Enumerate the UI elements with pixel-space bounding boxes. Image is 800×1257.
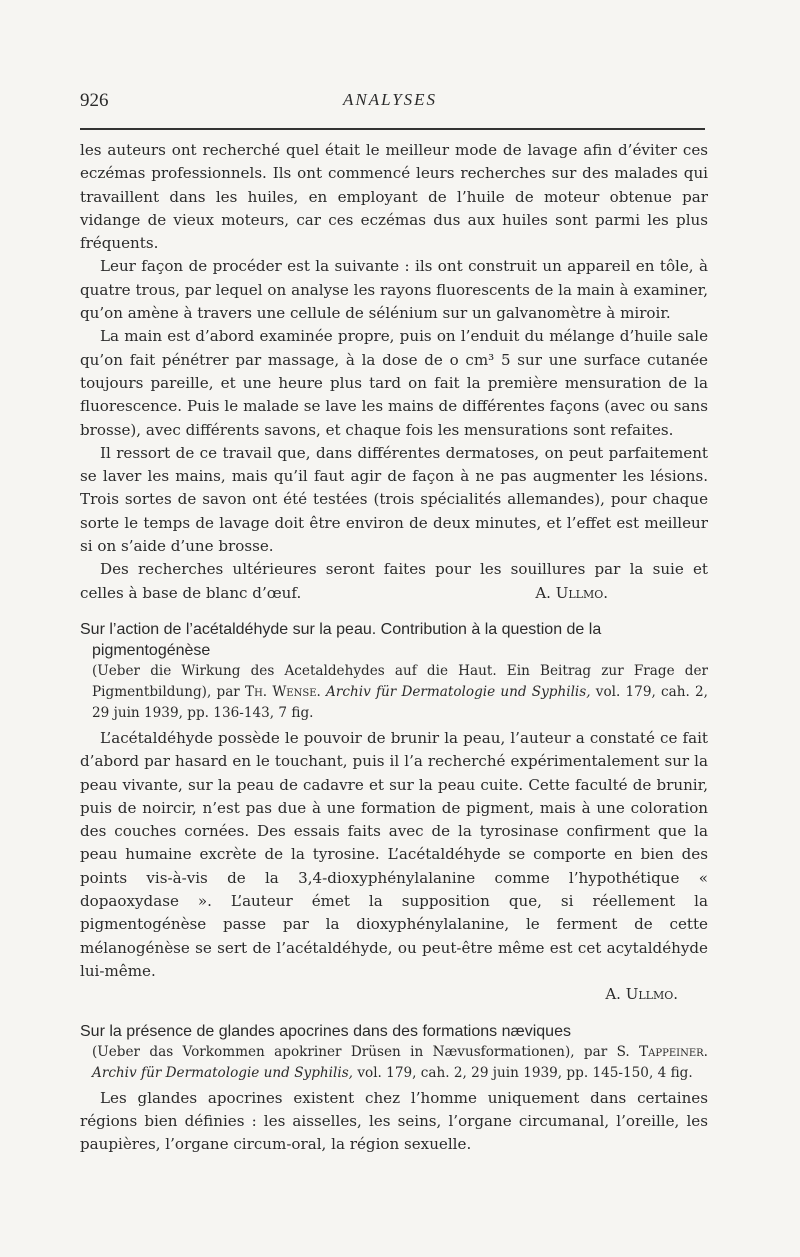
article-2-title: Sur la présence de glandes apocrines dans des formations næviques	[80, 1022, 571, 1040]
article-apocrine-glands	[80, 1021, 708, 1157]
intro-paragraph-2: Leur façon de procéder est la suivante : ils ont construit un appareil en tôle, à quatre trous, par lequel on analyse les rayons fluorescents de la main à examiner, qu’on amène à travers une cellule de sélénium sur un galvanomètre à miroir.	[80, 257, 708, 323]
article-2-journal: Archiv für Dermatologie und Syphilis,	[92, 1064, 353, 1081]
article-1-title: Sur l’action de l’acétaldéhyde sur la peau. Contribution à la question de la pigmentogénèse	[80, 620, 602, 659]
intro-signature: A. Ullmo.	[535, 583, 608, 602]
article-1-signature: A. Ullmo.	[605, 985, 678, 1004]
article-1-journal: Archiv für Dermatologie und Syphilis,	[326, 683, 591, 700]
intro-section	[80, 139, 708, 605]
running-title: ANALYSES	[342, 90, 438, 109]
article-2-author: S. Tappeiner.	[616, 1043, 708, 1060]
article-1-reference	[80, 661, 708, 724]
article-acetaldehyde	[80, 619, 708, 1007]
intro-paragraph-4: Il ressort de ce travail que, dans différentes dermatoses, on peut parfaitement se laver les mains, mais qu’il faut agir de façon à ne pas augmenter les lésions. Trois sortes de savon ont été testées (trois spécialités allemandes), pour chaque sorte le temps de lavage doit être environ de deux minutes, et l’effet est meilleur si on s’aide d’une brosse.	[80, 443, 708, 556]
article-1-german-title: (Ueber die Wirkung des Acetaldehydes auf die Haut. Ein Beitrag zur Frage der Pigmentbildung), par	[92, 662, 708, 700]
page-content	[80, 139, 708, 1156]
article-2-german-title: (Ueber das Vorkommen apokriner Drüsen in Nævusformationen), par	[92, 1043, 608, 1060]
header-rule	[80, 128, 705, 130]
article-2-reference	[80, 1042, 708, 1084]
article-1-details: vol. 179, cah. 2, 29 juin 1939, pp. 136-143, 7 fig.	[92, 683, 708, 721]
intro-paragraph-3: La main est d’abord examinée propre, puis on l’enduit du mélange d’huile sale qu’on fait pénétrer par massage, à la dose de o cm³ 5 sur une surface cutanée toujours pareille, et une heure plus tard on fait la première mensuration de la fluorescence. Puis le malade se lave les mains de différentes façons (avec ou sans brosse), avec différents savons, et chaque fois les mensurations sont refaites.	[80, 327, 708, 439]
page-number: 926	[80, 90, 109, 111]
article-1-paragraph-1: L’acétaldéhyde possède le pouvoir de brunir la peau, l’auteur a constaté ce fait d’abord par hasard en le touchant, puis il l’a recherché expérimentalement sur la peau vivante, sur la peau de cadavre et sur la peau cuite. Cette faculté de brunir, puis de noircir, n’est pas due à une formation de pigment, mais à une coloration des couches cornées. Des essais faits avec de la tyrosinase confirment que la peau humaine excrète de la tyrosine. L’acétaldéhyde se comporte en bien des points vis-à-vis de la 3,4-dioxyphénylalanine comme l’hypothétique « dopaoxydase ». L’auteur émet la supposition que, si réellement la pigmentogénèse passe par la dioxyphénylalanine, le ferment de cette mélanogénèse se sert de l’acétaldéhyde, ou peut-être même est cet acytaldéhyde lui-même.	[80, 728, 708, 980]
intro-paragraph-1: les auteurs ont recherché quel était le meilleur mode de lavage afin d’éviter ces eczémas professionnels. Ils ont commencé leurs recherches sur des malades qui travaillent dans les huiles, en employant de l’huile de moteur obtenue par vidange de vieux moteurs, car ces eczémas dus aux huiles sont parmi les plus fréquents.	[80, 141, 708, 253]
page-header	[80, 90, 700, 114]
article-2-paragraph-1: Les glandes apocrines existent chez l’homme uniquement dans certaines régions bien définies : les aisselles, les seins, l’organe circumanal, l’oreille, les paupières, l’organe circum-oral, la région sexuelle.	[80, 1088, 708, 1154]
intro-paragraph-5: Des recherches ultérieures seront faites pour les souillures par la suie et celles à base de blanc d’œuf.	[80, 560, 708, 602]
article-1-author: Th. Wense.	[245, 683, 321, 700]
article-2-details: vol. 179, cah. 2, 29 juin 1939, pp. 145-150, 4 fig.	[357, 1064, 693, 1081]
